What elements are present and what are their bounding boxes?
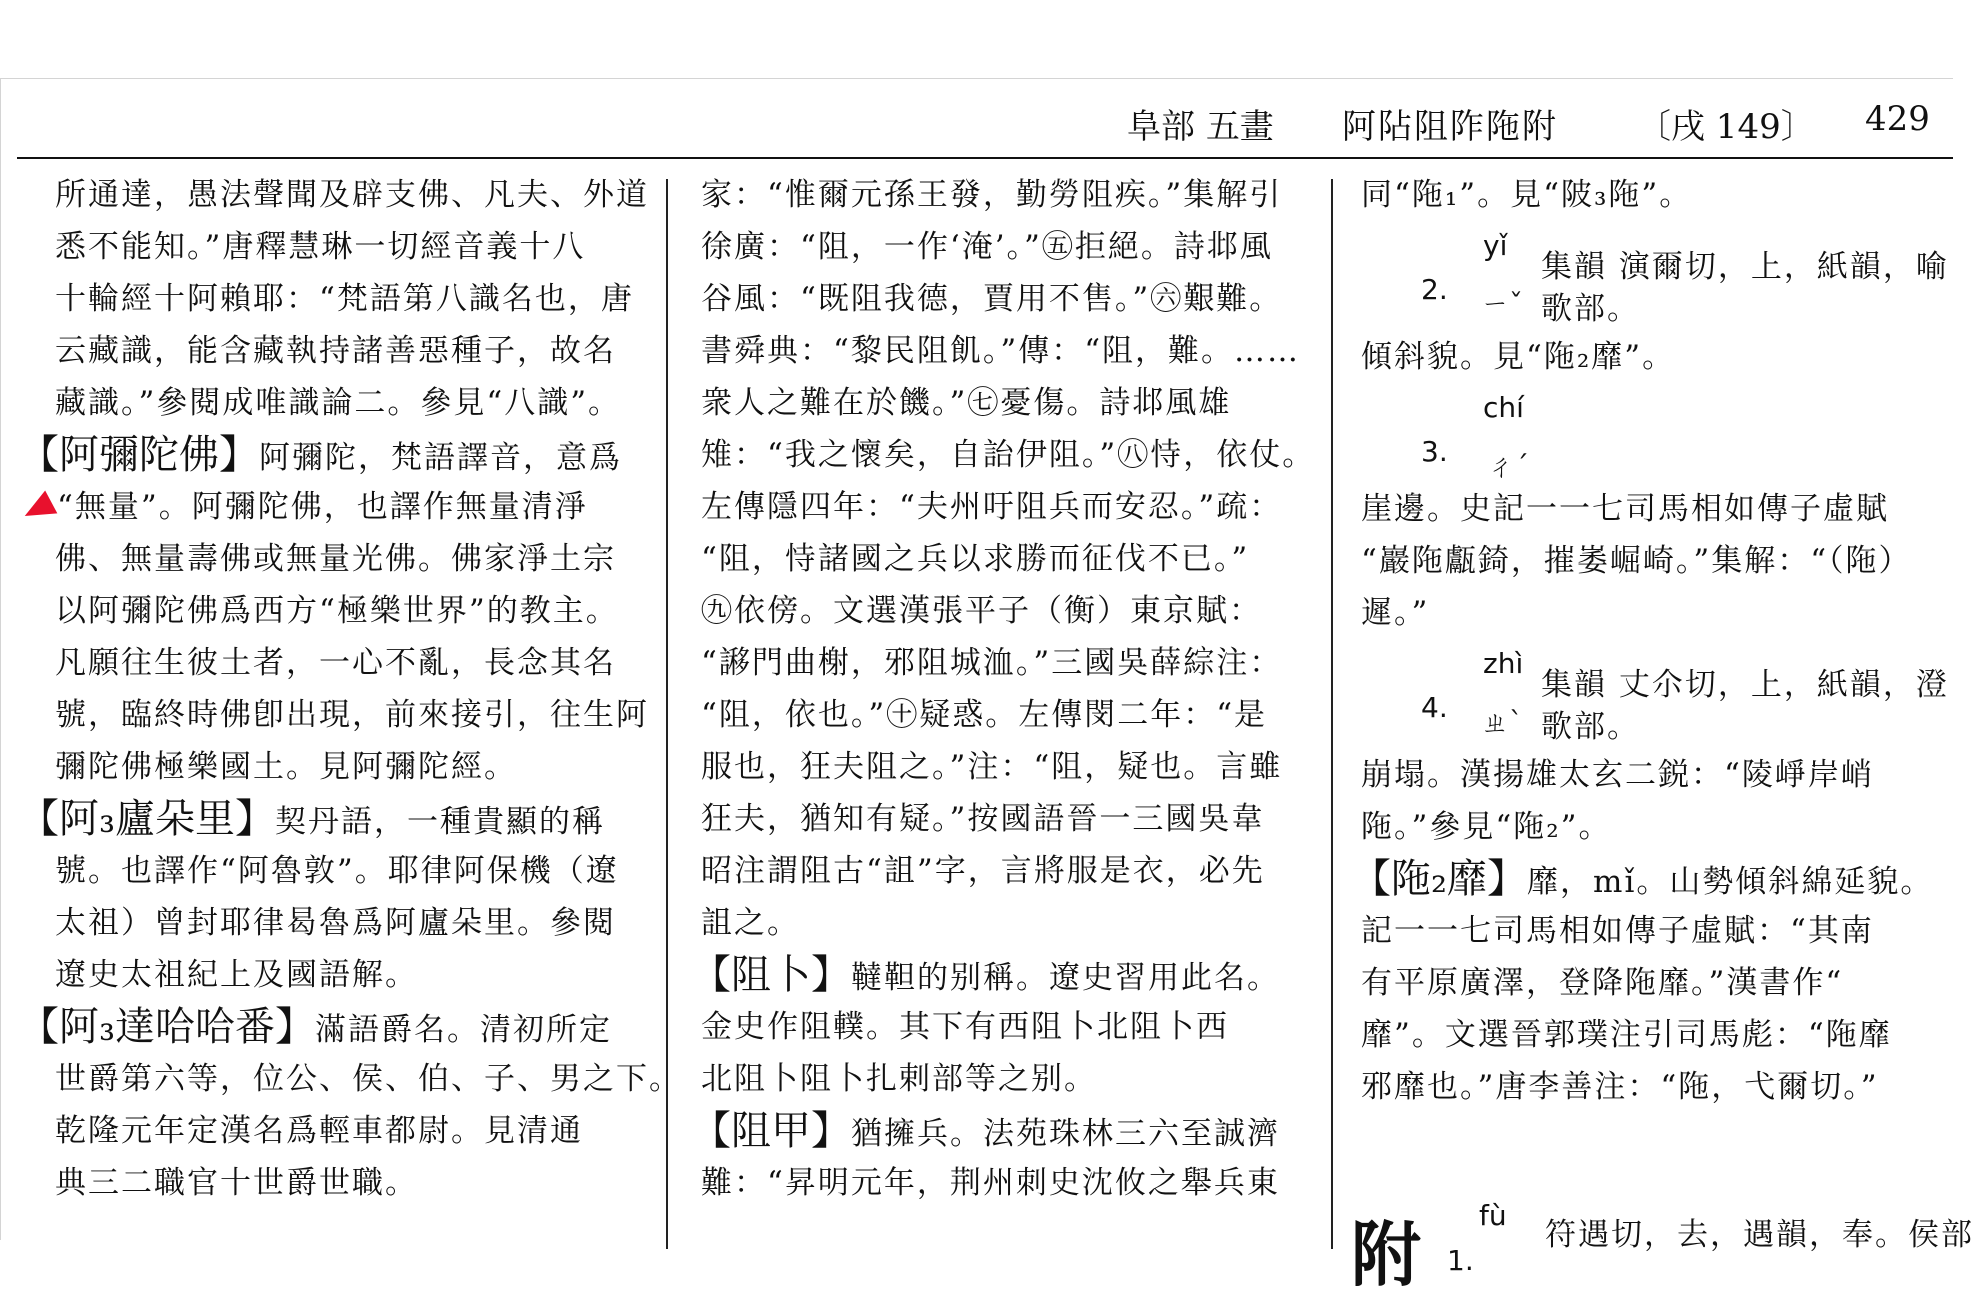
header-entry-range: 阿阽阻阼陁附	[1342, 107, 1558, 147]
text-line: 悉不能知。”唐釋慧琳一切經音義十八	[55, 229, 586, 265]
text-line: 云藏識，能含藏執持諸善惡種子，故名	[55, 333, 616, 369]
text-line: 遼史太祖紀上及國語解。	[55, 957, 418, 993]
pinyin: fù	[1479, 1199, 1507, 1232]
entry-line: 【阿₃廬朵里】契丹語，一種貴顯的稱	[19, 796, 606, 842]
rhyme-group: 歌部。	[1541, 709, 1640, 745]
entry-headword: 【阿₃達哈哈番】	[19, 1004, 316, 1050]
text-line: 凡願往生彼土者，一心不亂，長念其名	[55, 645, 616, 681]
text-line: “巖陁甗錡，摧崣崛崎。”集解：“（陁）	[1361, 543, 1912, 579]
pronunciation-block	[1351, 383, 1953, 483]
text-line: 藏識。”參閱成唯識論二。參見“八識”。	[55, 385, 622, 421]
entry-line: 【阻甲】猶擁兵。法苑珠林三六至誠濟	[691, 1108, 1280, 1154]
rhyme-info: 符遇切，去，遇韻，奉。侯部	[1545, 1217, 1974, 1253]
rhyme-group: 歌部。	[1541, 291, 1640, 327]
text-line: 陁。”參見“陁₂”。	[1361, 809, 1612, 845]
text-line: 太祖）曾封耶律曷魯爲阿廬朵里。參閱	[55, 905, 616, 941]
entry-headword: 【阻甲】	[691, 1108, 851, 1154]
rhyme-info: 集韻 演爾切，上，紙韻，喻	[1541, 249, 1949, 285]
zhuyin: ㄓˋ	[1481, 706, 1524, 739]
dictionary-page	[0, 78, 1974, 1296]
pronunciation-block	[1351, 639, 1953, 749]
text-line: 崖邊。史記一一七司馬相如傳子虛賦	[1361, 491, 1889, 527]
entry-headword: 【阿彌陀佛】	[19, 432, 259, 478]
text-line: 服也，狂夫阻之。”注：“阻，疑也。言雖	[701, 749, 1283, 785]
pronunciation-block	[1351, 221, 1953, 331]
text-line: 衆人之難在於饑。”㊆憂傷。詩邶風雄	[701, 385, 1232, 421]
text-column-1	[19, 169, 682, 1259]
text-line: 北阻卜阻卜扎剌部等之别。	[701, 1061, 1097, 1097]
entry-headword: 【陁₂靡】	[1351, 856, 1528, 902]
text-line: 狂夫，猶知有疑。”按國語晉一三國吳韋	[701, 801, 1265, 837]
text-line: 乾隆元年定漢名爲輕車都尉。見清通	[55, 1113, 583, 1149]
header-section-code: 〔戌 149〕	[1637, 107, 1815, 147]
text-column-3	[1351, 169, 1974, 1296]
entry-headword: 【阻卜】	[691, 952, 851, 998]
text-column-2	[691, 169, 1316, 1259]
page-header	[17, 79, 1953, 159]
entry-line: 【阿₃達哈哈番】滿語爵名。清初所定	[19, 1004, 613, 1050]
pinyin: yǐ	[1483, 229, 1508, 262]
headword-character: 附	[1351, 1213, 1421, 1296]
text-line: 有平原廣澤，登降陁靡。”漢書作“	[1361, 965, 1844, 1001]
text-line: 崩塌。漢揚雄太玄二鋭：“陵崢岸峭	[1361, 757, 1874, 793]
text-line: “阻，依也。”㊉疑惑。左傳閔二年：“是	[701, 697, 1268, 733]
text-line: “謻門曲榭，邪阻城洫。”三國吳薛綜注：	[701, 645, 1283, 681]
zhuyin: ㄧˇ	[1481, 288, 1524, 321]
text-line: 徐廣：“阻，一作‘淹’。”㊄拒絕。詩邶風	[701, 229, 1273, 265]
text-line: “無量”。阿彌陀佛，也譯作無量清淨	[19, 481, 647, 533]
rhyme-info: 集韻 丈尒切，上，紙韻，澄	[1541, 667, 1949, 703]
text-line: 佛、無量壽佛或無量光佛。佛家淨土宗	[55, 541, 616, 577]
entry-line: 【阿彌陀佛】阿彌陀，梵語譯音，意爲	[19, 432, 622, 478]
text-line: 所通達，愚法聲聞及辟支佛、凡夫、外道	[55, 177, 649, 213]
column-divider	[1331, 179, 1333, 1249]
text-line: 金史作阻轐。其下有西阻卜北阻卜西	[701, 1009, 1229, 1045]
text-line: 邪靡也。”唐李善注：“陁，弋爾切。”	[1361, 1069, 1879, 1105]
text-line: 遲。”	[1361, 595, 1430, 631]
text-line: 同“陁₁”。見“陂₃陁”。	[1361, 177, 1693, 213]
pinyin: zhì	[1483, 647, 1524, 680]
text-line: 典三二職官十世爵世職。	[55, 1165, 418, 1201]
header-radical-section: 阜部 五畫	[1127, 107, 1274, 147]
pinyin: chí	[1483, 391, 1524, 424]
red-pointer-icon	[19, 490, 58, 527]
reading-number: 1.	[1447, 1244, 1474, 1277]
page-number: 429	[1865, 99, 1930, 139]
text-line: 昭注謂阻古“詛”字，言將服是衣，必先	[701, 853, 1265, 889]
text-line: 書舜典：“黎民阻飢。”傳：“阻，難。……	[701, 333, 1301, 369]
entry-line: 【阻卜】韃靼的别稱。遼史習用此名。	[691, 952, 1280, 998]
text-line: 雉：“我之懷矣，自詒伊阻。”㊇恃，依仗。	[701, 437, 1316, 473]
text-line: 號。也譯作“阿魯敦”。耶律阿保機（遼	[55, 853, 619, 889]
text-line: 彌陀佛極樂國土。見阿彌陀經。	[55, 749, 517, 785]
text-line: 谷風：“既阻我德，賈用不售。”㊅艱難。	[701, 281, 1283, 317]
zhuyin: ㄔˊ	[1487, 450, 1530, 483]
text-line: 以阿彌陀佛爲西方“極樂世界”的教主。	[55, 593, 619, 629]
entry-line: 【陁₂靡】靡，mǐ。山勢傾斜綿延貌。	[1351, 856, 1934, 902]
text-line: 世爵第六等，位公、侯、伯、子、男之下。	[55, 1061, 682, 1097]
text-line: 詛之。	[701, 905, 800, 941]
reading-number: 2.	[1421, 273, 1448, 306]
text-line: 難：“昇明元年，荆州刺史沈攸之舉兵東	[701, 1165, 1280, 1201]
text-line: 左傳隱四年：“夫州吁阻兵而安忍。”疏：	[701, 489, 1283, 525]
text-line: 記一一七司馬相如傳子虛賦：“其南	[1361, 913, 1874, 949]
reading-number: 4.	[1421, 691, 1448, 724]
text-line: ㊈依傍。文選漢張平子（衡）東京賦：	[701, 593, 1262, 629]
text-line: 家：“惟爾元孫王發，勤勞阻疾。”集解引	[701, 177, 1283, 213]
text-line: 傾斜貌。見“陁₂靡”。	[1361, 339, 1676, 375]
text-line: 號，臨終時佛卽出現，前來接引，往生阿	[55, 697, 649, 733]
entry-headword: 【阿₃廬朵里】	[19, 796, 276, 842]
text-line: 靡”。文選晉郭璞注引司馬彪：“陁靡	[1361, 1017, 1892, 1053]
text-line: “阻，恃諸國之兵以求勝而征伐不已。”	[701, 541, 1250, 577]
text-line: 十輪經十阿賴耶：“梵語第八識名也，唐	[55, 281, 634, 317]
reading-number: 3.	[1421, 435, 1448, 468]
